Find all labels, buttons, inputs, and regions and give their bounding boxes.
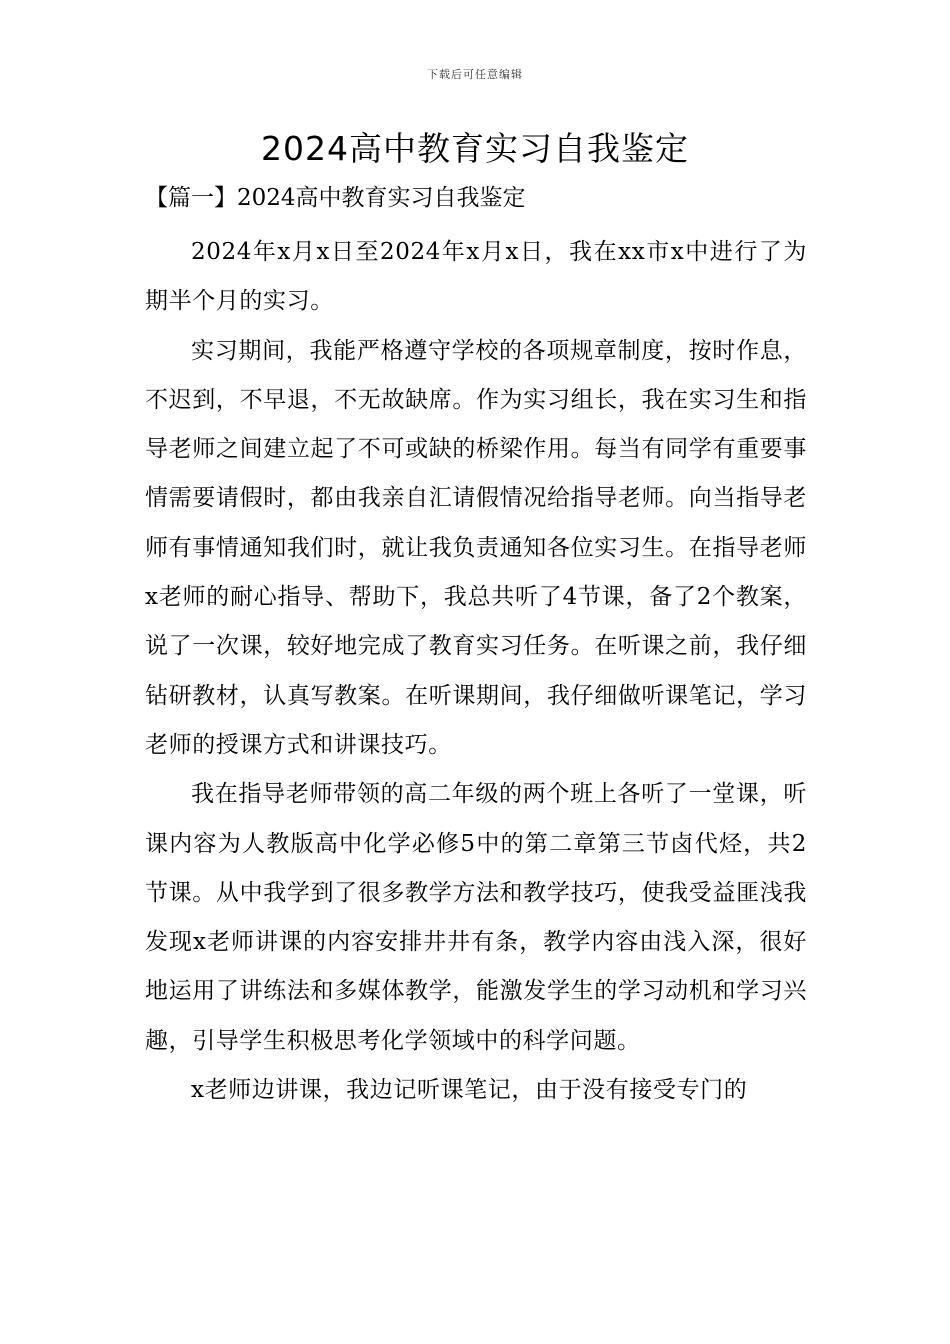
- document-body: [145, 228, 807, 1115]
- document-title: 2024高中教育实习自我鉴定: [261, 129, 689, 168]
- paragraph-4: x老师边讲课，我边记听课笔记，由于没有接受专门的: [191, 1077, 748, 1104]
- paragraph-3: 我在指导老师带领的高二年级的两个班上各听了一堂课，听课内容为人教版高中化学必修5中的第二章第三节卤代烃，共2节课。从中我学到了很多教学方法和教学技巧，使我受益匪浅我发现x老师讲课的内容安排井井有条，教学内容由浅入深，很好地运用了讲练法和多媒体教学，能激发学生的学习动机和学习兴趣，引导学生积极思考化学领域中的科学问题。: [145, 781, 807, 1054]
- section-heading: 【篇一】2024高中教育实习自我鉴定: [145, 185, 526, 211]
- paragraph-1: 2024年x月x日至2024年x月x日，我在xx市x中进行了为期半个月的实习。: [145, 239, 807, 315]
- header-note: 下载后可任意编辑: [427, 68, 523, 81]
- paragraph-2: 实习期间，我能严格遵守学校的各项规章制度，按时作息，不迟到，不早退，不无故缺席。作为实习组长，我在实习生和指导老师之间建立起了不可或缺的桥梁作用。每当有同学有重要事情需要请假时，都由我亲自汇请假情况给指导老师。向当指导老师有事情通知我们时，就让我负责通知各位实习生。在指导老师x老师的耐心指导、帮助下，我总共听了4节课，备了2个教案，说了一次课，较好地完成了教育实习任务。在听课之前，我仔细钻研教材，认真写教案。在听课期间，我仔细做听课笔记，学习老师的授课方式和讲课技巧。: [145, 337, 807, 758]
